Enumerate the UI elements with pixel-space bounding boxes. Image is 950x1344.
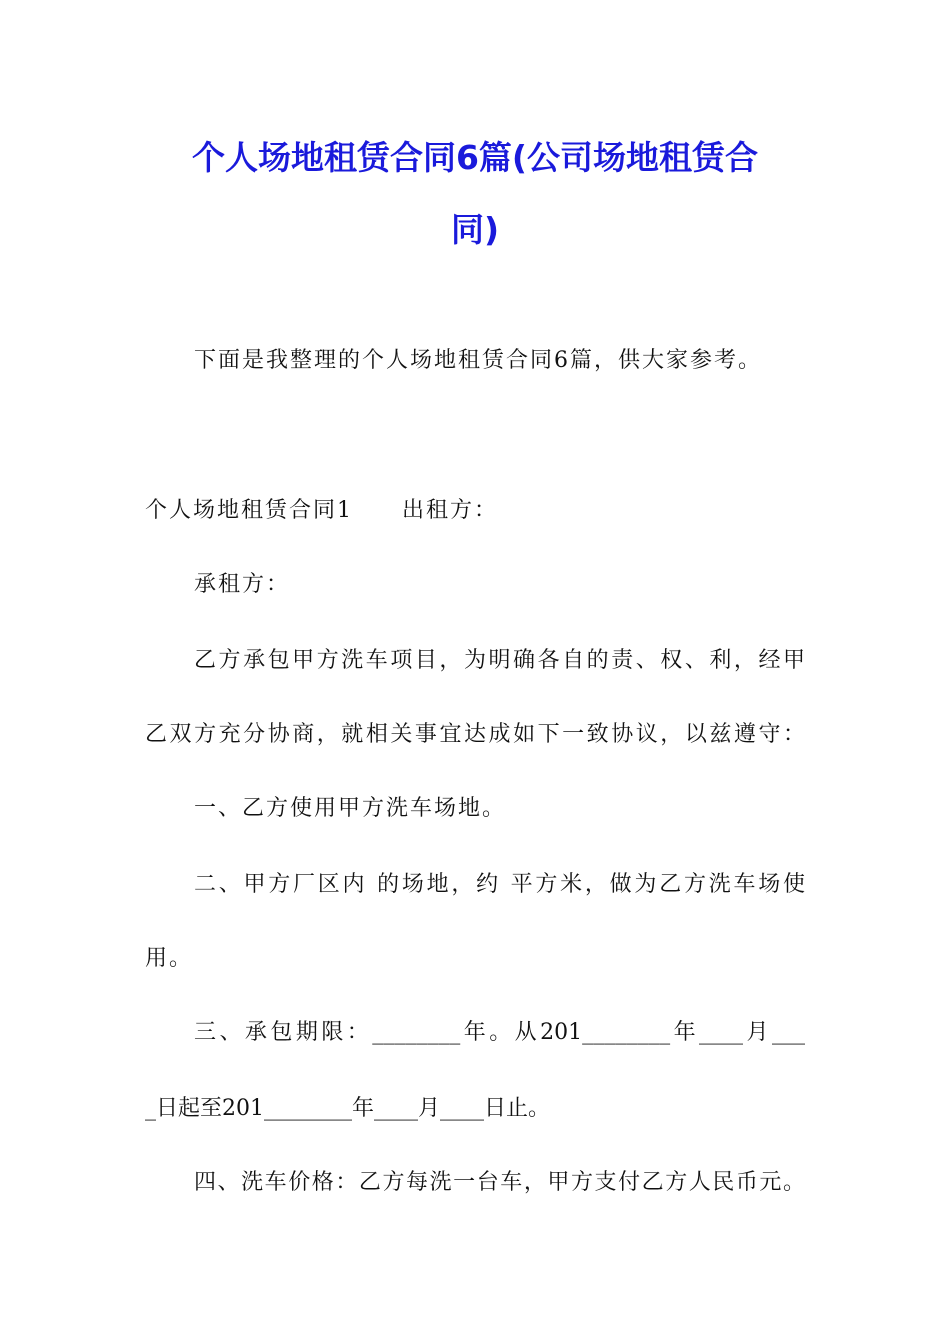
clause-4: 四、洗车价格：乙方每洗一台车，甲方支付乙方人民币元。 [194,1170,805,1195]
document-title-line2: 同) [450,210,500,249]
clause-3-line2: _日起至201________年____月____日止。 [145,1096,550,1121]
intro-paragraph: 下面是我整理的个人场地租赁合同6篇，供大家参考。 [194,348,762,373]
preamble-line1: 乙方承包甲方洗车项目，为明确各自的责、权、利，经甲 [194,648,805,673]
clause-2-line1: 二、甲方厂区内 的场地，约 平方米，做为乙方洗车场使 [194,872,805,897]
clause-3-line1: 三、承包期限：________年。从201________年____月___ [194,1020,805,1045]
clause-2-line2: 用。 [145,946,194,971]
lessee-label: 承租方： [194,572,291,597]
clause-1: 一、乙方使用甲方洗车场地。 [194,796,507,821]
preamble-line2: 乙双方充分协商，就相关事宜达成如下一致协议，以兹遵守： [145,722,805,747]
contract-heading: 个人场地租赁合同1 [145,498,353,523]
document-title-line1: 个人场地租赁合同6篇(公司场地租赁合 [191,138,759,177]
lessor-label: 出租方： [402,498,499,523]
